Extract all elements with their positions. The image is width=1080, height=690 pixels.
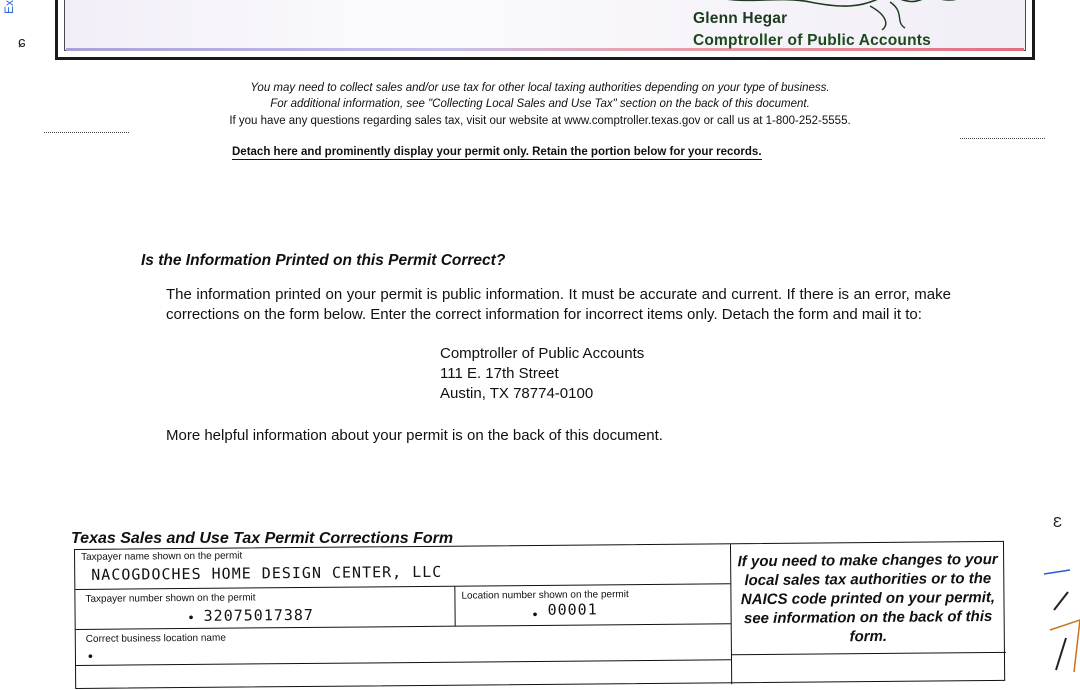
correction-paragraph: The information printed on your permit is public information. It must be accurate and current. If there is an error, make corrections on the form below. Enter the correct information for incorrect items only. Detach the form and mail it to: — [166, 286, 951, 323]
form-title: Texas Sales and Use Tax Permit Corrections Form — [71, 530, 454, 547]
location-number-value: 00001 — [547, 600, 598, 619]
corrections-form — [74, 541, 1005, 689]
taxpayer-name-value: NACOGDOCHES HOME DESIGN CENTER, LLC — [91, 562, 443, 584]
right-perforation — [960, 138, 1045, 139]
detach-instruction: Detach here and prominently display your permit only. Retain the portion below for your records. — [232, 146, 762, 158]
mail-address-line3: Austin, TX 78774-0100 — [440, 385, 594, 402]
mail-address-line1: Comptroller of Public Accounts — [440, 345, 645, 362]
left-perforation — [44, 132, 129, 133]
business-location-bullet: • — [87, 647, 93, 664]
business-location-cell[interactable] — [76, 624, 731, 666]
taxpayer-number-cell — [75, 587, 455, 630]
left-edge-mark: Ex — [2, 0, 17, 15]
right-edge-pen-marks — [1040, 560, 1080, 675]
local-tax-notice: You may need to collect sales and/or use tax for other local taxing authorities depending on your type of business. — [250, 82, 830, 94]
left-edge-glyph: ɕ — [18, 34, 26, 51]
mail-address-line2: 111 E. 17th Street — [440, 365, 559, 382]
taxpayer-name-cell — [75, 544, 730, 590]
contact-info: If you have any questions regarding sales tax, visit our website at www.comptroller.texas.gov or call us at 1-800-252-5555. — [229, 115, 851, 127]
signer-title: Comptroller of Public Accounts — [693, 32, 931, 49]
more-info-text: More helpful information about your permit is on the back of this document. — [166, 427, 663, 444]
taxpayer-number-label: Taxpayer number shown on the permit — [85, 592, 256, 605]
correction-heading: Is the Information Printed on this Permit Correct? — [141, 252, 506, 269]
signer-name: Glenn Hegar — [693, 10, 788, 27]
naics-change-note: If you need to make changes to your local sales tax authorities or to the NAICS code printed on your permit, see information on the back of this form. — [737, 550, 998, 646]
location-number-cell — [455, 584, 730, 626]
taxpayer-number-value: 32075017387 — [203, 605, 315, 625]
business-location-label: Correct business location name — [85, 632, 226, 645]
note-bottom-rule — [731, 652, 1006, 655]
taxpayer-name-label: Taxpayer name shown on the permit — [81, 550, 243, 563]
location-number-label: Location number shown on the permit — [461, 589, 629, 602]
local-tax-reference: For additional information, see "Collecting Local Sales and Use Tax" section on the back of this document. — [270, 98, 810, 110]
right-edge-glyph: Ɛ — [1053, 514, 1063, 531]
taxpayer-number-bullet: • — [188, 608, 194, 626]
location-number-bullet: • — [532, 605, 538, 623]
